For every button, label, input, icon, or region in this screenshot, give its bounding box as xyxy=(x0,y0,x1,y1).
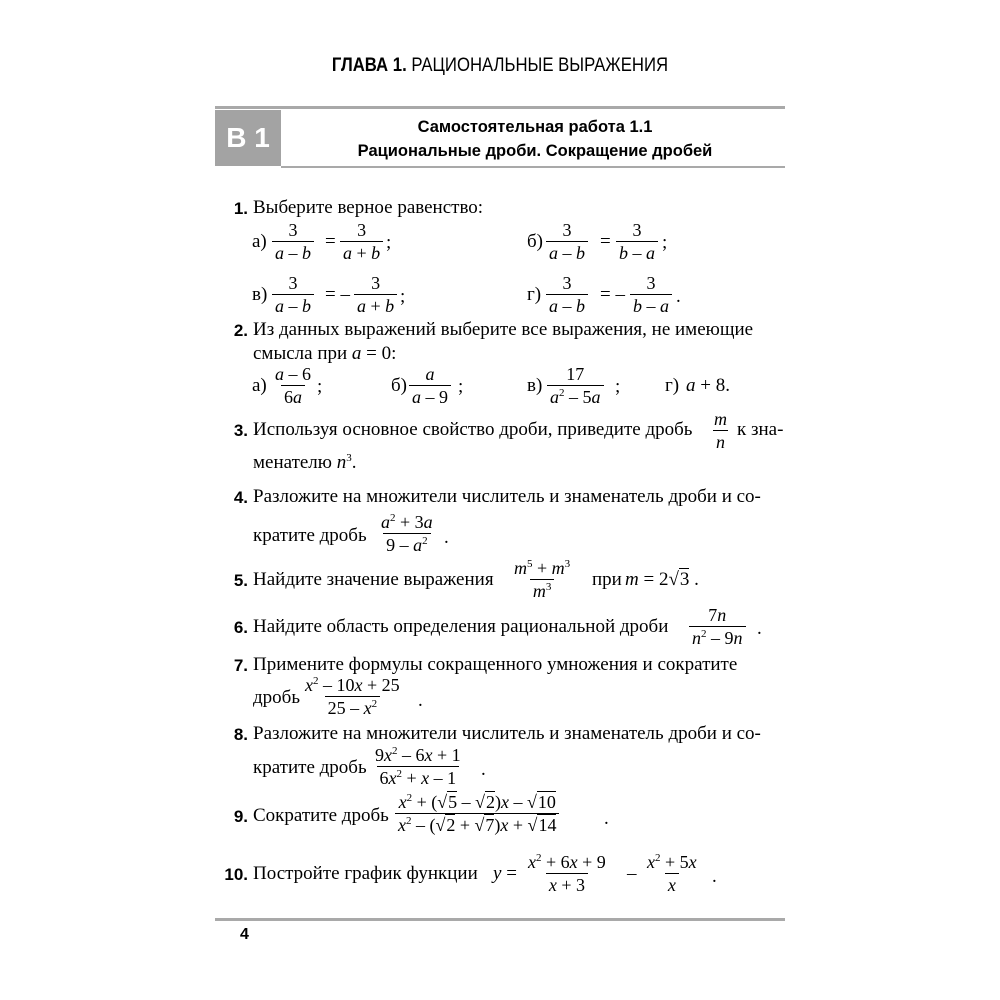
problem-7-text-line1: Примените формулы сокращенного умножения и сократите xyxy=(253,654,738,675)
p1a-frac-left: 3 a – b xyxy=(272,220,314,263)
p1-option-c: в) xyxy=(252,284,268,305)
problem-8-number: 8. xyxy=(233,725,248,744)
problem-1-number: 1. xyxy=(233,199,248,218)
p1d-frac-left: 3 a – b xyxy=(546,273,588,316)
work-subtitle: Рациональные дроби. Сокращение дробей xyxy=(357,142,713,160)
problem-10-text: Постройте график функции xyxy=(253,863,478,884)
top-rule xyxy=(215,106,785,109)
chapter-title: РАЦИОНАЛЬНЫЕ ВЫРАЖЕНИЯ xyxy=(411,55,669,76)
p1d-frac-right: 3 b – a xyxy=(630,273,672,316)
p2b-frac: a a – 9 xyxy=(409,364,451,407)
p2b-semicolon: ; xyxy=(458,376,464,397)
problem-7-number: 7. xyxy=(233,656,248,675)
problem-4-number: 4. xyxy=(233,488,248,507)
work-title: Самостоятельная работа 1.1 xyxy=(417,118,653,136)
p3-frac: m n xyxy=(714,409,727,452)
p2-option-d: г) xyxy=(665,375,680,396)
p1a-frac-right: 3 a + b xyxy=(340,220,383,263)
p10-minus: – xyxy=(627,863,637,884)
problem-5-number: 5. xyxy=(233,571,248,590)
p1d-eq: = – xyxy=(600,284,625,305)
p2d-expr: a + 8. xyxy=(686,375,730,396)
title-rule xyxy=(281,166,785,168)
p7-period: . xyxy=(418,690,423,711)
problem-6-text: Найдите область определения рациональной дроби xyxy=(253,616,669,637)
variant-badge: В 1 xyxy=(215,110,281,166)
p2c-semicolon: ; xyxy=(615,376,621,397)
problem-2-text-line2: смысла при a = 0: xyxy=(253,343,397,364)
problem-10-number: 10. xyxy=(224,865,248,884)
problem-3-text-tail: к зна- xyxy=(737,419,784,440)
p1-option-b: б) xyxy=(527,231,543,252)
p1c-frac-left: 3 a – b xyxy=(272,273,314,316)
problem-2-text-line2-words: смысла при xyxy=(253,343,348,364)
p8-period: . xyxy=(481,759,486,780)
p1c-semicolon: ; xyxy=(400,286,406,307)
chapter-heading xyxy=(60,55,940,77)
p1b-frac-right: 3 b – a xyxy=(616,220,658,263)
problem-7-text-line2: дробь xyxy=(253,687,300,708)
p5-value: m = 2√3 . xyxy=(625,569,699,590)
problem-4-text-line1: Разложите на множители числитель и знаменатель дроби и со- xyxy=(253,486,761,507)
work-title-block xyxy=(290,115,780,163)
p6-frac: 7n $n^2 - 9n$ xyxy=(689,605,746,648)
p6-period: . xyxy=(757,618,762,639)
problem-8-text-line2: кратите дробь xyxy=(253,757,367,778)
p2-option-c: в) xyxy=(527,375,543,396)
problem-8-text-line1: Разложите на множители числитель и знаменатель дроби и со- xyxy=(253,723,761,744)
page-number: 4 xyxy=(240,926,249,943)
p1b-eq: = xyxy=(600,231,611,252)
bottom-rule xyxy=(215,918,785,921)
problem-6-number: 6. xyxy=(233,618,248,637)
p1-option-d: г) xyxy=(527,284,542,305)
problem-1-text: Выберите верное равенство: xyxy=(253,197,484,218)
p1c-eq: = – xyxy=(325,284,350,305)
p1c-frac-right: 3 a + b xyxy=(354,273,397,316)
p9-frac: $x^2 + (√5 - √2)x - √10$ $x^2 - (√2 + √7)x + √14$ xyxy=(395,792,559,835)
p2-option-b: б) xyxy=(391,375,407,396)
problem-3-text-line2-words: менателю xyxy=(253,452,332,473)
problem-3-text-line2: менателю $n^3$. xyxy=(253,452,357,473)
problem-2-number: 2. xyxy=(233,321,248,340)
p2c-frac: 17 $a^2 - 5a$ xyxy=(547,364,604,407)
p7-frac: $x^2 - 10x + 25$ $25 - x^2$ xyxy=(305,675,400,718)
problem-5-text-tail: при xyxy=(592,569,622,590)
p1a-semicolon: ; xyxy=(386,232,392,253)
p10-period: . xyxy=(712,866,717,887)
problem-9-text: Сократите дробь xyxy=(253,805,389,826)
chapter-label: ГЛАВА 1. xyxy=(331,55,407,76)
p8-frac: $9x^2 - 6x + 1$ $6x^2 + x - 1$ xyxy=(375,745,461,788)
p2a-semicolon: ; xyxy=(317,376,323,397)
p1b-semicolon: ; xyxy=(662,232,668,253)
problem-3-text-line1: Используя основное свойство дроби, приведите дробь xyxy=(253,419,693,440)
p9-period: . xyxy=(604,808,609,829)
p4-frac: $a^2 + 3a$ $9 - a^2$ xyxy=(381,512,433,555)
p2a-frac: a – 6 6a xyxy=(275,364,311,407)
problem-3-number: 3. xyxy=(233,421,248,440)
p4-period: . xyxy=(444,527,449,548)
p1d-period: . xyxy=(676,286,681,307)
p1-option-a: а) xyxy=(252,231,267,252)
p10-lhs: y = xyxy=(493,863,517,884)
problem-2-text-line1: Из данных выражений выберите все выражения, не имеющие xyxy=(253,319,754,340)
problem-5-text: Найдите значение выражения xyxy=(253,569,494,590)
p5-frac: $m^5 + m^3$ $m^3$ xyxy=(514,558,571,601)
p10-frac-2: $x^2 + 5x$ x xyxy=(647,852,697,895)
problem-9-number: 9. xyxy=(233,807,248,826)
p1b-frac-left: 3 a – b xyxy=(546,220,588,263)
p2-option-a: а) xyxy=(252,375,267,396)
p1a-eq: = xyxy=(325,231,336,252)
problem-4-text-line2: кратите дробь xyxy=(253,525,367,546)
p10-frac-1: $x^2 + 6x + 9$ x + 3 xyxy=(528,852,606,895)
